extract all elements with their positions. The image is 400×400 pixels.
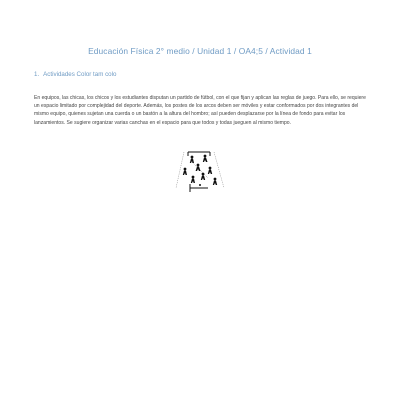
soccer-players-illustration-icon xyxy=(170,148,228,194)
document-title: Educación Física 2° medio / Unidad 1 / OA4;5 / Actividad 1 xyxy=(88,46,312,56)
section-number: 1. xyxy=(34,71,40,78)
section-heading xyxy=(34,71,116,78)
section-label: Actividades Color tam colo xyxy=(43,71,117,78)
activity-paragraph: En equipos, las chicas, los chicos y los estudiantes disputan un partido de fútbol, con el que fijan y aplican las reglas de juego. Para ello, se requiere un espacio limitado por complejidad del deporte. Además, los postes de los arcos deben ser móviles y estar conformados por dos integrantes del mismo equipo, quienes sujetan una cuerda o un bastón a la altura del hombro; así pueden desplazarse por la línea de fondo para evitar los lanzamientos. Se sugiere organizar varias canchas en el espacio para que todos y todas jueguen al mismo tiempo. xyxy=(34,95,366,126)
